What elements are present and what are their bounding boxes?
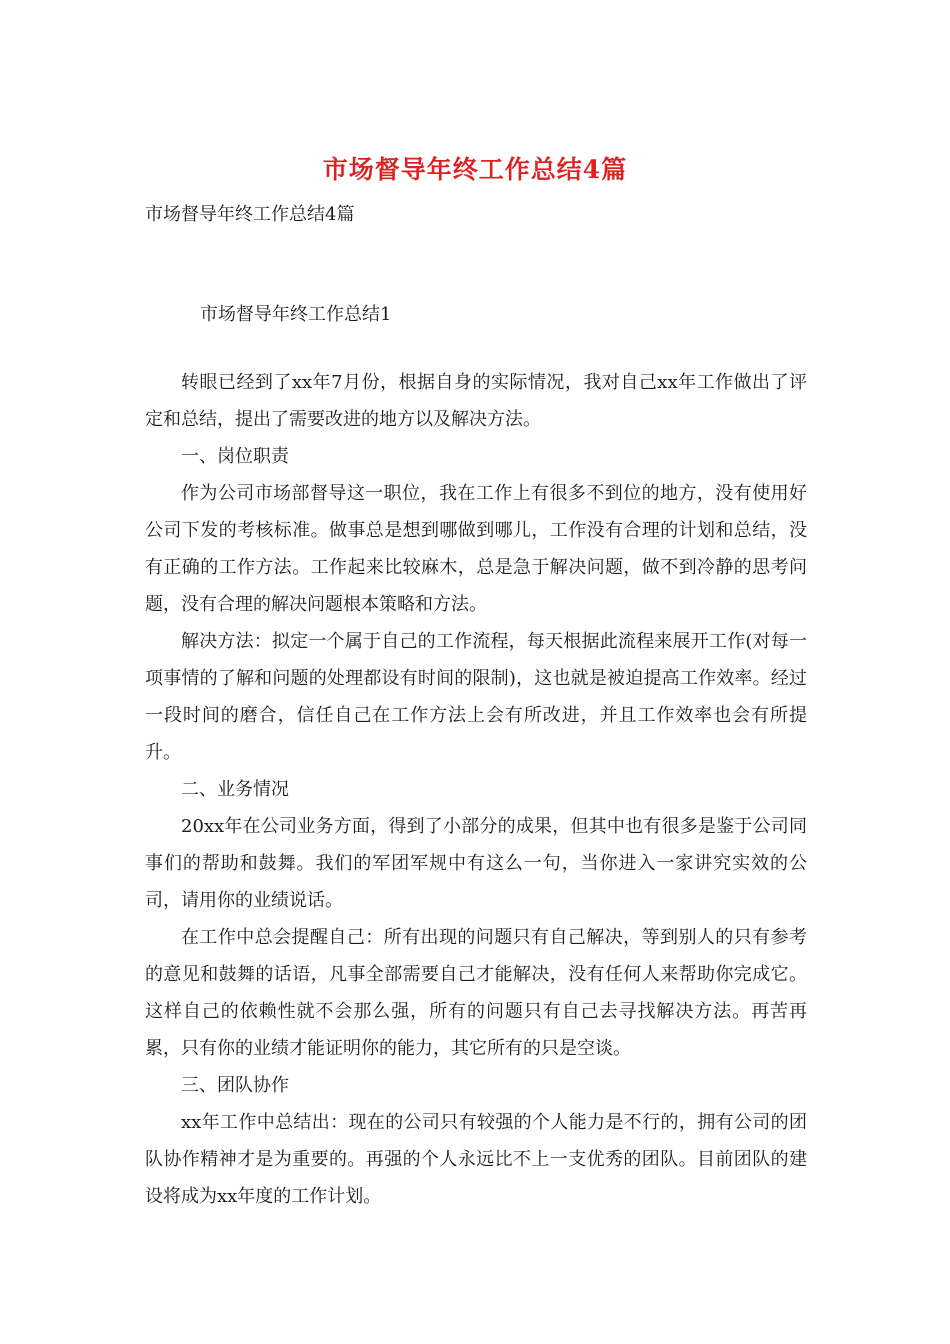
- document-body: [145, 364, 807, 1215]
- paragraph-solution: 解决方法：拟定一个属于自己的工作流程，每天根据此流程来展开工作(对每一项事情的了解和问题的处理都设有时间的限制)，这也就是被迫提高工作效率。经过一段时间的磨合，信任自己在工作方法上会有所改进，并且工作效率也会有所提升。: [145, 631, 807, 763]
- heading-teamwork: 三、团队协作: [181, 1075, 289, 1096]
- paragraph-self-reminder: 在工作中总会提醒自己：所有出现的问题只有自己解决，等到别人的只有参考的意见和鼓舞的话语，凡事全部需要自己才能解决，没有任何人来帮助你完成它。这样自己的依赖性就不会那么强，所有的问题只有自己去寻找解决方法。再苦再累，只有你的业绩才能证明你的能力，其它所有的只是空谈。: [145, 927, 807, 1059]
- paragraph-teamwork: xx年工作中总结出：现在的公司只有较强的个人能力是不行的，拥有公司的团队协作精神才是为重要的。再强的个人永远比不上一支优秀的团队。目前团队的建设将成为xx年度的工作计划。: [145, 1112, 807, 1207]
- paragraph-intro: 转眼已经到了xx年7月份，根据自身的实际情况，我对自己xx年工作做出了评定和总结，提出了需要改进的地方以及解决方法。: [145, 372, 807, 430]
- document-title: 市场督导年终工作总结4篇: [322, 155, 628, 184]
- paragraph-business: 20xx年在公司业务方面，得到了小部分的成果，但其中也有很多是鉴于公司同事们的帮助和鼓舞。我们的军团军规中有这么一句，当你进入一家讲究实效的公司，请用你的业绩说话。: [145, 816, 807, 911]
- heading-job-duties: 一、岗位职责: [181, 446, 289, 467]
- heading-business: 二、业务情况: [181, 779, 289, 800]
- paragraph-job-duties: 作为公司市场部督导这一职位，我在工作上有很多不到位的地方，没有使用好公司下发的考核标准。做事总是想到哪做到哪儿，工作没有合理的计划和总结，没有正确的工作方法。工作起来比较麻木，总是急于解决问题，做不到冷静的思考问题，没有合理的解决问题根本策略和方法。: [145, 483, 807, 615]
- document-subtitle: 市场督导年终工作总结4篇: [145, 204, 355, 225]
- section-title: 市场督导年终工作总结1: [200, 304, 392, 325]
